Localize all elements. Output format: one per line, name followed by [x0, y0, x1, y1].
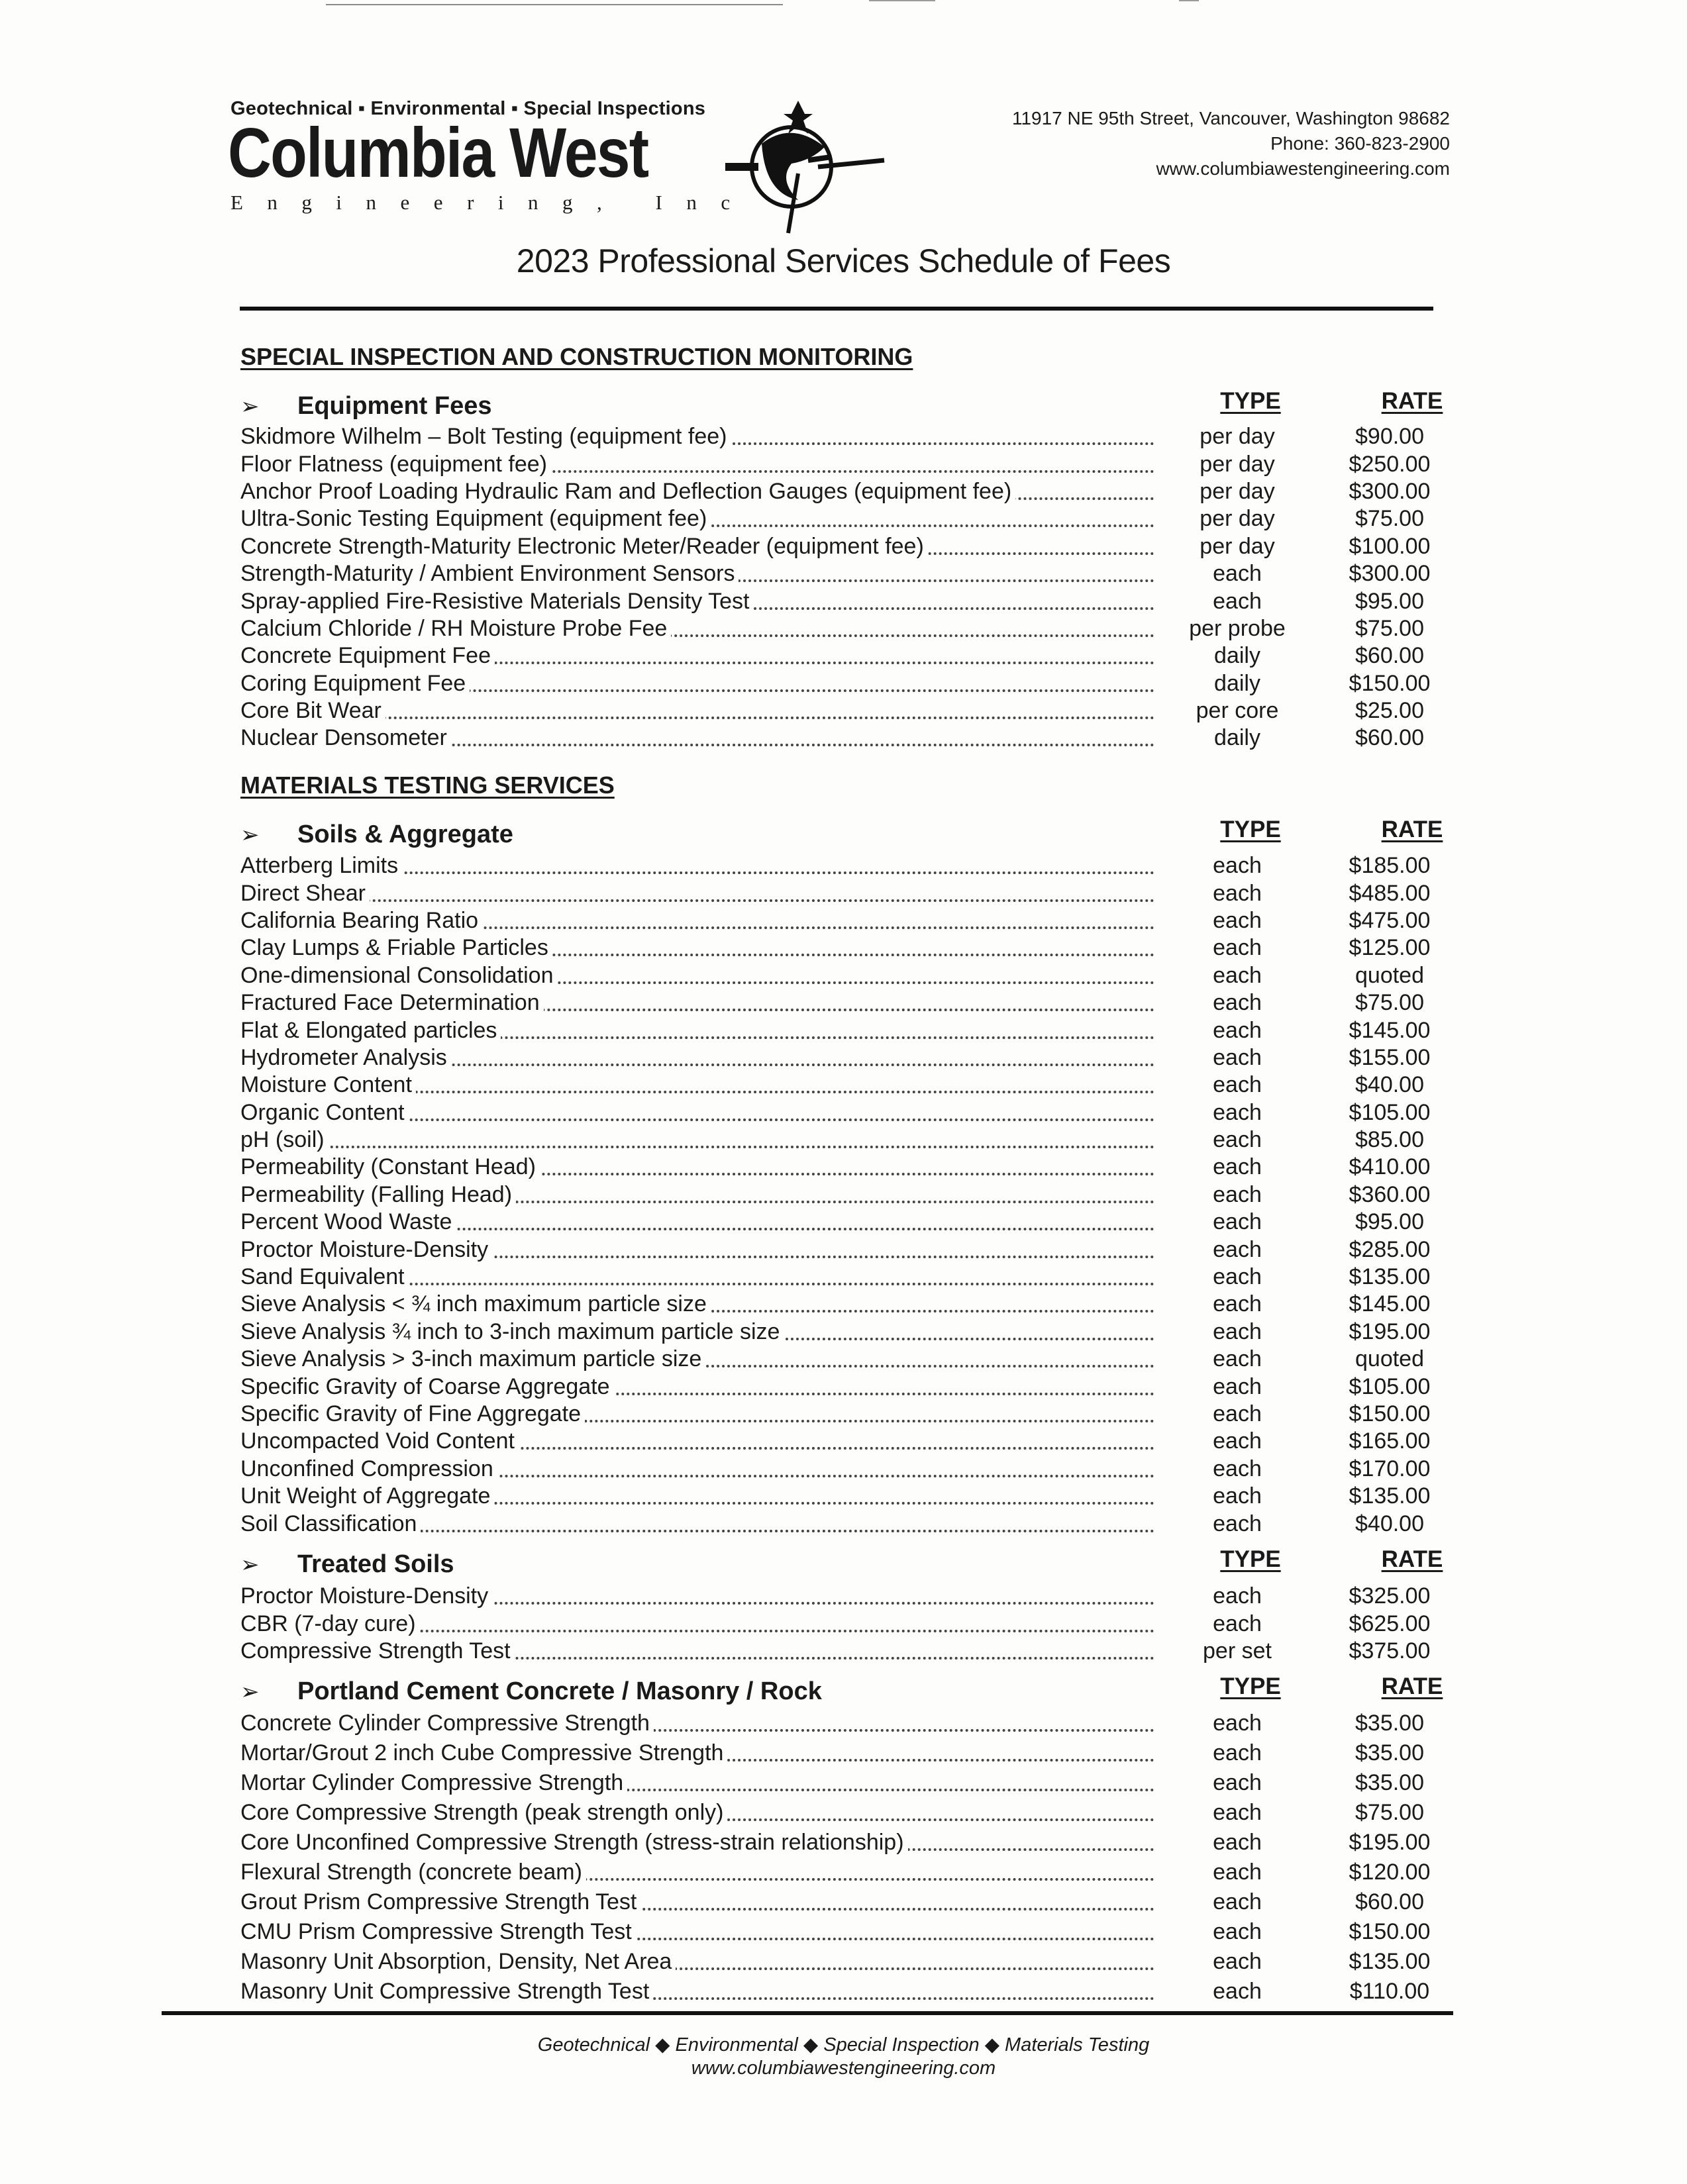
- fee-rate: $300.00: [1349, 478, 1431, 504]
- category-heading-portland-cement: [240, 1677, 822, 1706]
- table-row: [240, 934, 1466, 962]
- fee-type: each: [1213, 935, 1262, 961]
- fee-rate: $100.00: [1349, 533, 1431, 559]
- fee-type: each: [1213, 1830, 1262, 1855]
- fee-type: per day: [1200, 506, 1275, 532]
- fee-description: Flexural Strength (concrete beam): [240, 1860, 1161, 1885]
- fee-description: Clay Lumps & Friable Particles: [240, 935, 1161, 961]
- fee-rate: $145.00: [1349, 1291, 1431, 1317]
- table-row: [240, 423, 1466, 450]
- fee-description: Flat & Elongated particles: [240, 1018, 1161, 1044]
- fee-type: daily: [1214, 725, 1260, 751]
- fee-description: Fractured Face Determination: [240, 990, 1161, 1016]
- fee-description: Skidmore Wilhelm – Bolt Testing (equipment fee): [240, 424, 1161, 450]
- fee-type: each: [1213, 1017, 1262, 1043]
- fee-type: each: [1213, 1511, 1262, 1536]
- fee-description: Sieve Analysis < ¾ inch maximum particle size: [240, 1291, 1161, 1317]
- table-row: [240, 1209, 1466, 1236]
- table-row: [240, 1887, 1466, 1917]
- table-row: [240, 1610, 1466, 1637]
- fee-description: Soil Classification: [240, 1511, 1161, 1537]
- table-row: [240, 1977, 1466, 2007]
- fee-rate: $120.00: [1349, 1860, 1431, 1885]
- fee-rate: $75.00: [1355, 615, 1424, 641]
- fee-description: Specific Gravity of Fine Aggregate: [240, 1401, 1161, 1427]
- company-tagline: Geotechnical ▪ Environmental ▪ Special Inspections: [230, 98, 706, 119]
- fee-description: Sieve Analysis > 3-inch maximum particle size: [240, 1346, 1161, 1372]
- table-row: [240, 1428, 1466, 1455]
- table-row: [240, 1099, 1466, 1126]
- fee-rate: $75.00: [1355, 1800, 1424, 1825]
- fee-table-equipment: [240, 423, 1466, 752]
- table-row: [240, 1154, 1466, 1181]
- fee-rate: $195.00: [1349, 1830, 1431, 1855]
- fee-rate: $285.00: [1349, 1236, 1431, 1262]
- table-row: [240, 1318, 1466, 1346]
- fee-rate: $150.00: [1349, 1919, 1431, 1944]
- fee-type: each: [1213, 880, 1262, 906]
- fee-rate: $125.00: [1349, 935, 1431, 961]
- column-header-rate: RATE: [1381, 817, 1443, 842]
- fee-rate: $35.00: [1355, 1711, 1424, 1736]
- address: 11917 NE 95th Street, Vancouver, Washington 98682: [1011, 108, 1450, 128]
- fee-type: each: [1213, 1346, 1262, 1372]
- fee-type: per set: [1203, 1638, 1272, 1663]
- fee-type: each: [1213, 1154, 1262, 1180]
- table-row: [240, 1917, 1466, 1947]
- fee-rate: $325.00: [1349, 1583, 1431, 1609]
- column-header-type: TYPE: [1220, 1673, 1281, 1699]
- fee-description: Compressive Strength Test: [240, 1638, 1161, 1664]
- table-row: [240, 642, 1466, 670]
- fee-description: Core Compressive Strength (peak strength only): [240, 1800, 1161, 1826]
- category-title: Portland Cement Concrete / Masonry / Rock: [297, 1677, 822, 1705]
- table-row: [240, 1401, 1466, 1428]
- company-subtitle: Engineering, Inc: [230, 191, 754, 214]
- fee-rate: $170.00: [1349, 1456, 1431, 1481]
- footer-services: Geotechnical ◆ Environmental ◆ Special Inspection ◆ Materials Testing: [537, 2034, 1150, 2056]
- fee-type: each: [1213, 1291, 1262, 1317]
- compass-logo-icon: [699, 94, 897, 236]
- website: www.columbiawestengineering.com: [1156, 158, 1450, 179]
- fee-description: Organic Content: [240, 1100, 1161, 1126]
- table-row: [240, 1071, 1466, 1099]
- fee-rate: $360.00: [1349, 1181, 1431, 1207]
- fee-rate: $75.00: [1355, 990, 1424, 1016]
- category-title: Soils & Aggregate: [297, 820, 513, 848]
- fee-rate: $25.00: [1355, 698, 1424, 724]
- table-row: [240, 1126, 1466, 1154]
- table-row: [240, 989, 1466, 1017]
- column-header-rate: RATE: [1381, 1673, 1443, 1699]
- fee-type: each: [1213, 1044, 1262, 1070]
- table-row: [240, 560, 1466, 587]
- category-title: Equipment Fees: [297, 392, 492, 420]
- fee-type: each: [1213, 1264, 1262, 1290]
- fee-description: Direct Shear: [240, 881, 1161, 907]
- arrow-icon: ➢: [240, 394, 260, 419]
- fee-type: each: [1213, 1072, 1262, 1098]
- fee-description: Masonry Unit Absorption, Density, Net Area: [240, 1949, 1161, 1975]
- fee-rate: $135.00: [1349, 1949, 1431, 1974]
- fee-description: pH (soil): [240, 1127, 1161, 1153]
- fee-description: Atterberg Limits: [240, 853, 1161, 879]
- column-header-rate: RATE: [1381, 388, 1443, 414]
- fee-type: each: [1213, 1401, 1262, 1426]
- fee-type: each: [1213, 1800, 1262, 1825]
- fee-description: Core Bit Wear: [240, 698, 1161, 724]
- fee-description: Concrete Cylinder Compressive Strength: [240, 1711, 1161, 1736]
- table-row: [240, 587, 1466, 615]
- fee-description: Moisture Content: [240, 1072, 1161, 1098]
- fee-description: Sand Equivalent: [240, 1264, 1161, 1290]
- fee-description: Proctor Moisture-Density: [240, 1583, 1161, 1609]
- fee-description: Strength-Maturity / Ambient Environment Sensors: [240, 561, 1161, 587]
- table-row: [240, 1858, 1466, 1887]
- fee-type: each: [1213, 1456, 1262, 1481]
- fee-description: Spray-applied Fire-Resistive Materials Density Test: [240, 589, 1161, 615]
- fee-type: each: [1213, 1949, 1262, 1974]
- scan-mark: [1179, 0, 1199, 1]
- table-row: [240, 1346, 1466, 1373]
- fee-description: Nuclear Densometer: [240, 725, 1161, 751]
- fee-type: per probe: [1189, 615, 1286, 641]
- column-header-type: TYPE: [1220, 1546, 1281, 1572]
- section-heading-materials-testing: MATERIALS TESTING SERVICES: [240, 771, 615, 799]
- fee-description: Anchor Proof Loading Hydraulic Ram and Deflection Gauges (equipment fee): [240, 479, 1161, 505]
- table-row: [240, 1264, 1466, 1291]
- table-row: [240, 697, 1466, 724]
- fee-type: each: [1213, 1740, 1262, 1765]
- fee-type: each: [1213, 1236, 1262, 1262]
- table-row: [240, 907, 1466, 934]
- fee-type: each: [1213, 962, 1262, 988]
- table-row: [240, 879, 1466, 907]
- fee-type: each: [1213, 1181, 1262, 1207]
- fee-description: California Bearing Ratio: [240, 908, 1161, 934]
- table-row: [240, 962, 1466, 989]
- fee-type: each: [1213, 1919, 1262, 1944]
- fee-rate: $40.00: [1355, 1072, 1424, 1098]
- table-row: [240, 1583, 1466, 1610]
- fee-description: Floor Flatness (equipment fee): [240, 452, 1161, 477]
- table-row: [240, 1236, 1466, 1263]
- fee-rate: $60.00: [1355, 1889, 1424, 1914]
- fee-type: each: [1213, 1318, 1262, 1344]
- fee-rate: $165.00: [1349, 1428, 1431, 1454]
- scan-line: [326, 4, 783, 5]
- table-row: [240, 1638, 1466, 1665]
- fee-rate: $150.00: [1349, 670, 1431, 696]
- fee-rate: $60.00: [1355, 725, 1424, 751]
- fee-rate: $105.00: [1349, 1373, 1431, 1399]
- fee-rate: $185.00: [1349, 853, 1431, 879]
- fee-description: Calcium Chloride / RH Moisture Probe Fee: [240, 616, 1161, 642]
- table-row: [240, 1768, 1466, 1798]
- fee-rate: $95.00: [1355, 588, 1424, 614]
- fee-description: Ultra-Sonic Testing Equipment (equipment fee): [240, 506, 1161, 532]
- fee-description: CMU Prism Compressive Strength Test: [240, 1919, 1161, 1945]
- fee-type: per day: [1200, 424, 1275, 450]
- fee-description: One-dimensional Consolidation: [240, 963, 1161, 989]
- contact-block: [1012, 106, 1450, 181]
- fee-rate: quoted: [1355, 1346, 1424, 1372]
- fee-type: each: [1213, 853, 1262, 879]
- table-row: [240, 615, 1466, 642]
- fee-rate: $475.00: [1349, 907, 1431, 933]
- fee-description: Coring Equipment Fee: [240, 671, 1161, 697]
- table-row: [240, 1709, 1466, 1738]
- arrow-icon: ➢: [240, 1679, 260, 1705]
- table-row: [240, 1456, 1466, 1483]
- fee-rate: $60.00: [1355, 643, 1424, 669]
- table-row: [240, 1947, 1466, 1977]
- arrow-icon: ➢: [240, 822, 260, 848]
- table-row: [240, 1738, 1466, 1768]
- fee-description: Percent Wood Waste: [240, 1209, 1161, 1235]
- table-row: [240, 1181, 1466, 1209]
- fee-description: Permeability (Constant Head): [240, 1154, 1161, 1180]
- fee-rate: quoted: [1355, 962, 1424, 988]
- arrow-icon: ➢: [240, 1552, 260, 1577]
- fee-rate: $35.00: [1355, 1740, 1424, 1765]
- table-row: [240, 852, 1466, 879]
- fee-type: each: [1213, 907, 1262, 933]
- fee-type: each: [1213, 1099, 1262, 1125]
- fee-type: each: [1213, 1711, 1262, 1736]
- phone: Phone: 360-823-2900: [1270, 133, 1450, 154]
- fee-type: each: [1213, 1860, 1262, 1885]
- fee-rate: $135.00: [1349, 1483, 1431, 1509]
- fee-type: per day: [1200, 451, 1275, 477]
- fee-rate: $145.00: [1349, 1017, 1431, 1043]
- fee-rate: $90.00: [1355, 424, 1424, 450]
- fee-rate: $110.00: [1349, 1979, 1430, 2004]
- section-heading-special-inspection: SPECIAL INSPECTION AND CONSTRUCTION MONITORING: [240, 343, 913, 370]
- fee-type: each: [1213, 588, 1262, 614]
- footer-website: www.columbiawestengineering.com: [691, 2058, 996, 2079]
- column-header-type: TYPE: [1220, 817, 1281, 842]
- fee-table-portland-cement: [240, 1709, 1466, 2007]
- fee-description: Unit Weight of Aggregate: [240, 1483, 1161, 1509]
- fee-description: Specific Gravity of Coarse Aggregate: [240, 1374, 1161, 1400]
- fee-rate: $35.00: [1355, 1770, 1424, 1795]
- scan-mark: [869, 0, 935, 1]
- table-row: [240, 450, 1466, 477]
- category-heading-soils: [240, 820, 513, 849]
- fee-rate: $250.00: [1349, 451, 1431, 477]
- fee-description: CBR (7-day cure): [240, 1611, 1161, 1637]
- fee-rate: $625.00: [1349, 1611, 1431, 1636]
- fee-table-treated-soils: [240, 1583, 1466, 1665]
- company-name: Columbia West: [228, 114, 648, 192]
- table-row: [240, 724, 1466, 752]
- fee-rate: $195.00: [1349, 1318, 1431, 1344]
- fee-type: each: [1213, 990, 1262, 1016]
- table-row: [240, 670, 1466, 697]
- fee-description: Core Unconfined Compressive Strength (stress-strain relationship): [240, 1830, 1161, 1856]
- table-row: [240, 533, 1466, 560]
- fee-description: Permeability (Falling Head): [240, 1182, 1161, 1208]
- footer-divider: [162, 2011, 1453, 2015]
- fee-type: each: [1213, 1428, 1262, 1454]
- table-row: [240, 1291, 1466, 1318]
- fee-description: Uncompacted Void Content: [240, 1428, 1161, 1454]
- table-row: [240, 478, 1466, 505]
- fee-rate: $410.00: [1349, 1154, 1431, 1180]
- fee-type: each: [1213, 1770, 1262, 1795]
- fee-type: each: [1213, 1209, 1262, 1235]
- table-row: [240, 1798, 1466, 1828]
- fee-type: daily: [1214, 643, 1260, 669]
- fee-rate: $75.00: [1355, 506, 1424, 532]
- fee-description: Sieve Analysis ¾ inch to 3-inch maximum particle size: [240, 1319, 1161, 1345]
- fee-rate: $155.00: [1349, 1044, 1431, 1070]
- fee-rate: $300.00: [1349, 561, 1431, 587]
- fee-rate: $135.00: [1349, 1264, 1431, 1290]
- fee-rate: $150.00: [1349, 1401, 1431, 1426]
- fee-rate: $485.00: [1349, 880, 1431, 906]
- fee-description: Concrete Strength-Maturity Electronic Meter/Reader (equipment fee): [240, 534, 1161, 560]
- fee-type: each: [1213, 1127, 1262, 1153]
- fee-type: each: [1213, 561, 1262, 587]
- title-divider: [240, 307, 1433, 311]
- fee-type: per day: [1200, 478, 1275, 504]
- fee-description: Proctor Moisture-Density: [240, 1237, 1161, 1263]
- category-heading-treated-soils: [240, 1550, 454, 1579]
- column-header-type: TYPE: [1220, 388, 1281, 414]
- table-row: [240, 1373, 1466, 1400]
- table-row: [240, 1044, 1466, 1071]
- fee-rate: $85.00: [1355, 1127, 1424, 1153]
- column-header-rate: RATE: [1381, 1546, 1443, 1572]
- fee-type: each: [1213, 1611, 1262, 1636]
- category-title: Treated Soils: [297, 1550, 454, 1578]
- fee-type: daily: [1214, 670, 1260, 696]
- fee-description: Concrete Equipment Fee: [240, 643, 1161, 669]
- fee-description: Masonry Unit Compressive Strength Test: [240, 1979, 1161, 2005]
- fee-table-soils: [240, 852, 1466, 1538]
- fee-description: Unconfined Compression: [240, 1456, 1161, 1482]
- fee-description: Mortar/Grout 2 inch Cube Compressive Strength: [240, 1740, 1161, 1766]
- page-title: 2023 Professional Services Schedule of Fees: [516, 242, 1171, 279]
- fee-type: each: [1213, 1483, 1262, 1509]
- fee-description: Grout Prism Compressive Strength Test: [240, 1889, 1161, 1915]
- table-row: [240, 505, 1466, 532]
- table-row: [240, 1828, 1466, 1858]
- fee-rate: $375.00: [1349, 1638, 1431, 1663]
- fee-type: per day: [1200, 533, 1275, 559]
- fee-rate: $95.00: [1355, 1209, 1424, 1235]
- fee-type: each: [1213, 1889, 1262, 1914]
- fee-description: Hydrometer Analysis: [240, 1045, 1161, 1071]
- table-row: [240, 1017, 1466, 1044]
- fee-type: each: [1213, 1583, 1262, 1609]
- fee-rate: $40.00: [1355, 1511, 1424, 1536]
- table-row: [240, 1510, 1466, 1537]
- fee-rate: $105.00: [1349, 1099, 1431, 1125]
- table-row: [240, 1483, 1466, 1510]
- fee-type: each: [1213, 1373, 1262, 1399]
- fee-type: per core: [1196, 698, 1279, 724]
- fee-type: each: [1213, 1979, 1262, 2004]
- fee-description: Mortar Cylinder Compressive Strength: [240, 1770, 1161, 1796]
- category-heading-equipment: [240, 392, 492, 421]
